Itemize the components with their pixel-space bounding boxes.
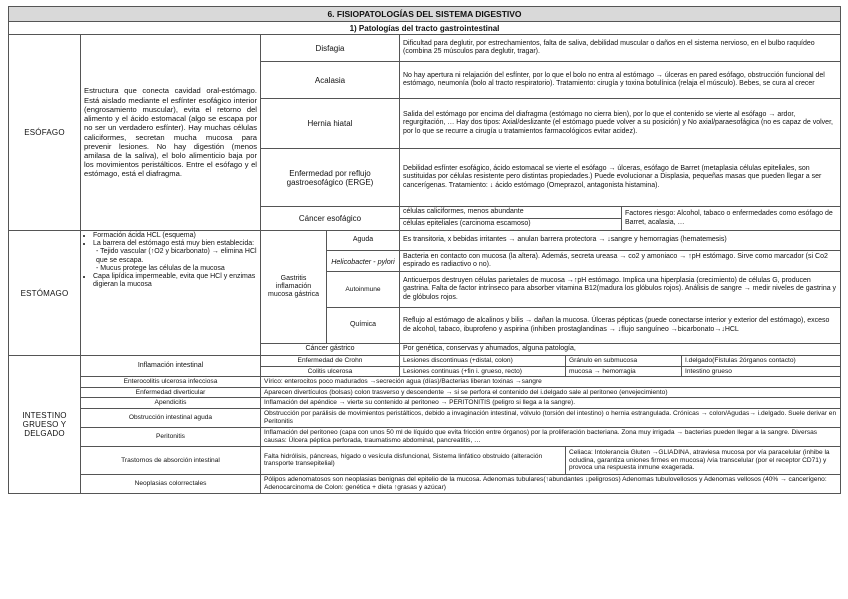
absorcion-left: Falta hidrólisis, páncreas, hígado o vesícula disfuncional, Sistema linfático obstruido (alteración transporte transepitelial) — [261, 446, 566, 474]
colitis-label: Colitis ulcerosa — [261, 366, 400, 377]
crohn-c3: I.delgado(Fístulas 2órganos contacto) — [682, 356, 841, 367]
apendicitis-text: Inflamación del apéndice → vierte su contenido al peritoneo → PERITONITIS (peligro si llega a la sangre). — [261, 398, 841, 409]
list-item: - Mucus protege las células de la mucosa — [96, 264, 225, 272]
neoplasias-label: Neoplasias colorrectales — [81, 474, 261, 493]
gastritis-type-quimica: Química — [327, 308, 400, 344]
inflamacion-intestinal-label: Inflamación intestinal — [81, 356, 261, 377]
list-item: - Tejido vascular (↑O2 y bicarbonato) → elimina HCl que se escapa. — [96, 248, 257, 264]
cancer-esofagico-label: Cáncer esofágico — [261, 207, 400, 231]
gastritis-text-aguda: Es transitoria, x bebidas irritantes → anulan barrera protectora → ↓sangre y hemorragias (hematemesis) — [400, 231, 841, 251]
gastritis-type-autoinmune: Autoinmune — [327, 272, 400, 308]
esofago-description: Estructura que conecta cavidad oral-estómago. Está aislado mediante el esfínter esofágico interior (engrosamiento muscular), evita el retorno del alimento y el ácido estomacal (algo se escapa por no ser un verdadero esfínter). Hay muchas células caliciformes, secretan mucha mucosa para prevenir lesiones. No hay digestión (menos amilasa de la saliva), el bolo alimenticio baja por los movimientos peristálticos. Entre el esófago y el estómago, está el diafragma. — [81, 35, 261, 231]
gastritis-text-autoinmune: Anticuerpos destruyen células parietales de mucosa →↑pH estómago. Implica una hiperplasia (crecimiento) de células G, producen gastrina. Falta de factor intrínseco para absorber vitamina B12(madura los glóbulos rojos). Análisis de sangre → medir niveles de gastrina y de glóbulos rojos. — [400, 272, 841, 308]
gastritis-type-aguda: Aguda — [327, 231, 400, 251]
list-item: • Formación ácida HCL (esquema) — [93, 232, 257, 240]
obstruccion-label: Obstrucción intestinal aguda — [81, 408, 261, 427]
colitis-c1: Lesiones continuas (+fin i. grueso, recto) — [400, 366, 566, 377]
cancer-esofagico-row1: células caliciformes, menos abundante — [400, 207, 622, 219]
crohn-c1: Lesiones discontinuas (+distal, colon) — [400, 356, 566, 367]
colitis-c2: mucosa → hemorragia — [566, 366, 682, 377]
list-item: • La barrera del estómago está muy bien establecida: — [93, 240, 257, 248]
neoplasias-text: Pólipos adenomatosos son neoplasias benignas del epitelio de la mucosa. Adenomas tubulares(↑abundantes ↓peligrosos) Adenomas tubulovellosos y Adenomas vellosos (40% → cancerígeno: Adenocarcinoma de Colon: genética + dieta ↑grasas y azúcar) — [261, 474, 841, 493]
acalasia-label: Acalasia — [261, 62, 400, 99]
pathology-table — [8, 6, 841, 494]
absorcion-right: Celiaca: Intolerancia Gluten →GLIADINA, atraviesa mucosa por vía paracelular (inhibe la ocludina, garantiza uniones firmes en mucosa) /vía transcelular (por el receptor CD71) y provoca una respuesta inmune exagerada. — [566, 446, 841, 474]
enterocolitis-text: Vírico: enterocitos poco madurados →secreción agua (días)/Bacterias liberan toxinas →sangre — [261, 377, 841, 388]
page-title: 6. FISIOPATOLOGÍAS DEL SISTEMA DIGESTIVO — [9, 7, 841, 22]
erge-label: Enfermedad por reflujo gastroesofágico (ERGE) — [261, 149, 400, 207]
acalasia-text: No hay apertura ni relajación del esfínter, por lo que el bolo no entra al estómago → úlceras en pared esófago, obstrucción funcional del estómago, neumonía (bolo al tracto respiratorio). Tratamiento: cirugía y toxina botulínica (relaja el músculo). Bebes, se cura al crecer — [400, 62, 841, 99]
section-subtitle: 1) Patologías del tracto gastrointestinal — [9, 22, 841, 35]
colitis-c3: Intestino grueso — [682, 366, 841, 377]
estomago-label: ESTÓMAGO — [9, 231, 81, 356]
cancer-gastrico-text: Por genética, conservas y ahumados, alguna patología, — [400, 344, 841, 356]
absorcion-label: Trastornos de absorción intestinal — [81, 446, 261, 474]
peritonitis-text: Inflamación del peritoneo (capa con unos 50 ml de líquido que evita fricción entre órganos) por la proliferación bacteriana. Zona muy irrigada → bacterias pueden llegar a la sangre. Diversas causas: Úlcera péptica perforada, traumatismo abdominal, pancreatitis, … — [261, 427, 841, 446]
gastritis-text-helicobacter: Bacteria en contacto con mucosa (la altera). Además, secreta ureasa → co2 y amoniaco → ↑pH estómago. Sirve como marcador (si Co2 espirado es radiactivo o no). — [400, 251, 841, 272]
esofago-label: ESÓFAGO — [9, 35, 81, 231]
diverticular-label: Enfermedad diverticular — [81, 387, 261, 398]
crohn-c2: Gránulo en submucosa — [566, 356, 682, 367]
disfagia-label: Disfagia — [261, 35, 400, 62]
cancer-esofagico-row2: células epiteliales (carcinoma escamoso) — [400, 219, 622, 231]
enterocolitis-label: Enterocolitis ulcerosa infecciosa — [81, 377, 261, 388]
list-item: • Capa lipídica impermeable, evita que HCl y enzimas digieran la mucosa — [93, 273, 257, 289]
gastritis-type-helicobacter: Helicobacter - pylori — [327, 251, 400, 272]
estomago-bullets — [81, 231, 261, 356]
erge-text: Debilidad esfínter esofágico, ácido estomacal se vierte el esófago → úlceras, esófago de Barret (metaplasia células epiteliales, son sustituidas por células resistente pero distintas propiedades.) Puede evolucionar a Displasia, pequeñas masas que pueden llegar a ser cancerígenas. Tratamiento: ↓ ácido estómago (Omeprazol, antagonista histamina). — [400, 149, 841, 207]
obstruccion-text: Obstrucción por parálisis de movimientos peristálticos, debido a invaginación intestinal, vólvulo (torsión del intestino) o hernia estrangulada. Crónicas → colon/Agudas→ i.delgado. Suele derivar en Peritonitis — [261, 408, 841, 427]
cancer-gastrico-label: Cáncer gástrico — [261, 344, 400, 356]
document-page — [8, 6, 840, 494]
disfagia-text: Dificultad para deglutir, por estrechamientos, falta de saliva, debilidad muscular o daños en el sistema nervioso, en el bulbo raquídeo (combina 25 músculos para deglutir, tragar). — [400, 35, 841, 62]
hernia-hiatal-text: Salida del estómago por encima del diafragma (estómago no cierra bien), por lo que el contenido se vierte al esófago → ardor, regurgitación, … Hay dos tipos: Axial/deslizante (el estómago puede volver a su posición) y No axial/paraesofágica (no es capaz de volver, por lo que se recurre a cirugía u tratamientos farmacológicos evitar acidez). — [400, 99, 841, 149]
diverticular-text: Aparecen divertículos (bolsas) colon trasverso y descendente → si se perfora el contenido del i.delgado sale al peritoneo (envejecimiento) — [261, 387, 841, 398]
cancer-esofagico-factores: Factores riesgo: Alcohol, tabaco o enfermedades como esófago de Barret, acalasia, … — [622, 207, 841, 231]
crohn-label: Enfermedad de Crohn — [261, 356, 400, 367]
hernia-hiatal-label: Hernia hiatal — [261, 99, 400, 149]
gastritis-label: Gastritis inflamación mucosa gástrica — [261, 231, 327, 344]
gastritis-text-quimica: Reflujo al estómago de alcalinos y bilis → dañan la mucosa. Úlceras pépticas (puede conectarse interior y exterior del estómago), exceso de alcohol, tabaco, ibuprofeno y aspirina (inhiben prostaglandinas → ↓flujo sanguíneo →bicarbonato→↓HCL — [400, 308, 841, 344]
peritonitis-label: Peritonitis — [81, 427, 261, 446]
apendicitis-label: Apendicitis — [81, 398, 261, 409]
intestino-label: INTESTINO GRUESO Y DELGADO — [9, 356, 81, 494]
